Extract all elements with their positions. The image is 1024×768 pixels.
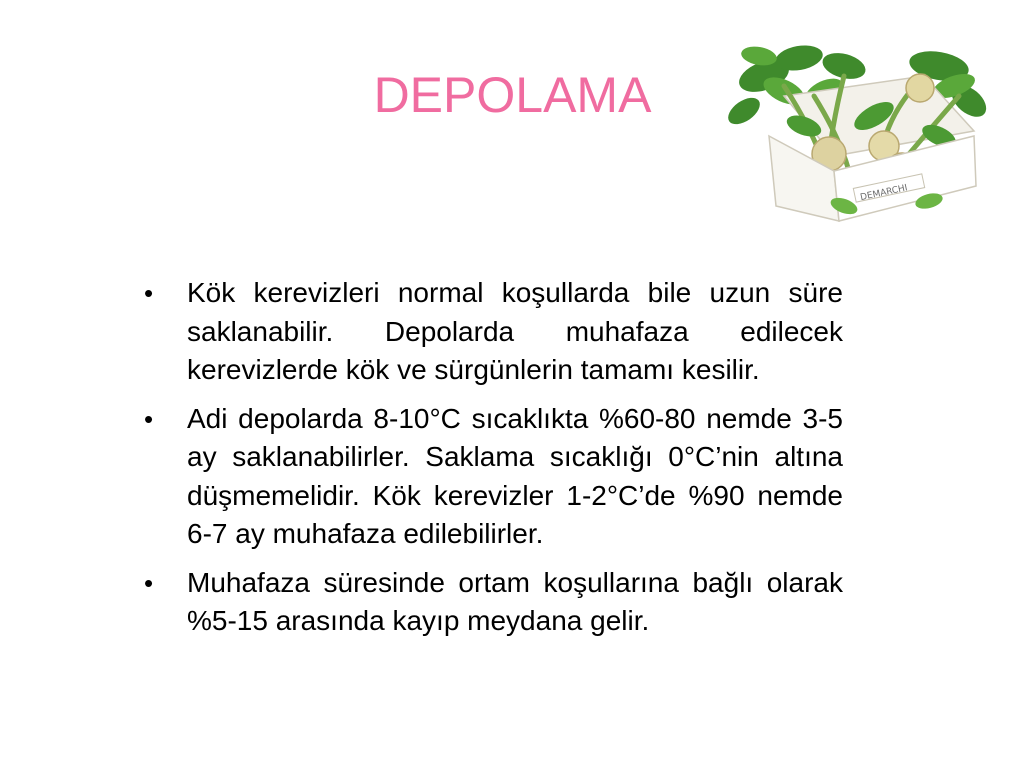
bullet-item	[140, 400, 843, 554]
bullet-list	[140, 274, 843, 651]
bullet-dot-icon: •	[144, 567, 154, 598]
bullet-text: Adi depolarda 8-10°C sıcaklıkta %60-80 nemde 3-5 ay saklanabilirler. Saklama sıcaklığı 0°C’nin altına düşmemelidir. Kök kerevizler 1-2°C’de %90 nemde 6-7 ay muhafaza edilebilirler.	[187, 402, 843, 549]
box-label: DEMARCHI	[859, 183, 909, 204]
bullet-dot-icon: •	[144, 278, 154, 308]
bullet-item	[140, 564, 843, 641]
bullet-text: Muhafaza süresinde ortam koşullarına bağlı olarak %5-15 arasında kayıp meydana gelir.	[187, 566, 843, 636]
celeriac-box-photo-icon	[724, 36, 988, 226]
bullet-item	[140, 274, 843, 390]
slide-title: DEPOLAMA	[373, 67, 652, 123]
bullet-text: Kök kerevizleri normal koşullarda bile uzun süre saklanabilir. Depolarda muhafaza edilecek kerevizlerde kök ve sürgünlerin tamamı kesilir.	[187, 277, 843, 385]
bullet-dot-icon: •	[144, 403, 154, 434]
